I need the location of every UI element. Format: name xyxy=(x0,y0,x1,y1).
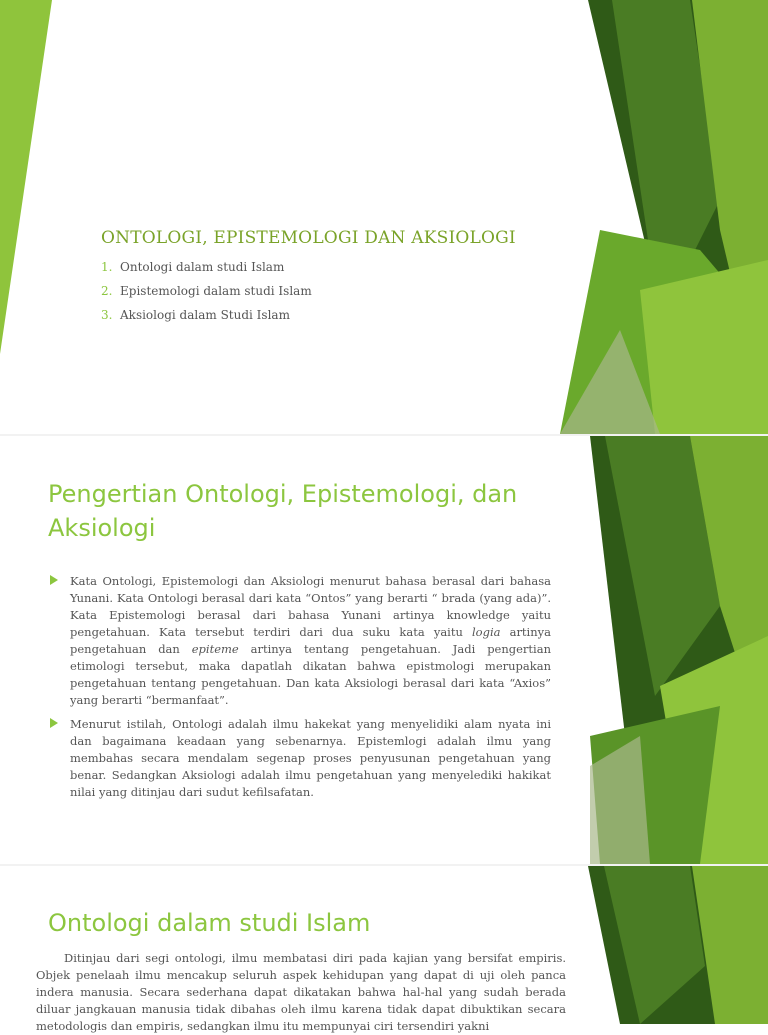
list-number: 1. xyxy=(101,260,113,274)
list-label: Epistemologi dalam studi Islam xyxy=(120,284,312,298)
slide-1-decoration xyxy=(0,0,768,434)
arrow-bullet-icon xyxy=(50,575,58,585)
slide-3-title: Ontologi dalam studi Islam xyxy=(48,909,371,937)
list-number: 2. xyxy=(101,284,113,298)
bright-green-shape xyxy=(640,260,768,434)
slide-2-bullets xyxy=(48,573,551,808)
bullet-item xyxy=(48,573,551,709)
list-item xyxy=(101,260,312,284)
topic-list xyxy=(101,260,312,332)
bullet-text xyxy=(70,573,551,709)
list-label: Aksiologi dalam Studi Islam xyxy=(120,308,290,322)
bullet-text-part: artinya tentang pengetahuan. Jadi pengertian etimologi tersebut, maka dapatlah dikatan bahwa epistmologi merupakan pengetahuan tentang pengetahuan. Dan kata Aksiologi berasal dari kata “Axios” yang berarti “bermanfaat”. xyxy=(70,642,551,707)
bullet-text: Menurut istilah, Ontologi adalah ilmu hakekat yang menyelidiki alam nyata ini dan bagaimana keadaan yang sebenarnya. Epistemlogi adalah ilmu yang membahas secara mendalam segenap proses penyusunan pengetahuan yang benar. Sedangkan Aksiologi adalah ilmu pengetahuan yang menyelediki hakikat nilai yang ditinjau dari sudut kefilsafatan. xyxy=(70,717,551,799)
bullet-italic-term: logia xyxy=(471,625,501,639)
list-item xyxy=(101,284,312,308)
bullet-text-part: Kata Ontologi, Epistemologi dan Aksiologi menurut bahasa berasal dari bahasa Yunani. Kata Ontologi berasal dari kata “Ontos” yang berarti “ brada (yang ada)”. Kata Epistemologi berasal dari bahasa Yunani artinya knowledge yaitu pengetahuan. Kata tersebut terdiri dari dua suku kata yaitu xyxy=(70,574,551,639)
bullet-text-part: artinya pengetahuan dan xyxy=(70,625,551,656)
bullet-italic-term: epiteme xyxy=(191,642,239,656)
list-number: 3. xyxy=(101,308,113,322)
list-label: Ontologi dalam studi Islam xyxy=(120,260,285,274)
slide-1 xyxy=(0,0,768,434)
slide-1-title: ONTOLOGI, EPISTEMOLOGI DAN AKSIOLOGI xyxy=(101,228,516,248)
list-item xyxy=(101,308,312,332)
arrow-bullet-icon xyxy=(50,718,58,728)
slide-3-paragraph: Ditinjau dari segi ontologi, ilmu membatasi diri pada kajian yang bersifat empiris. Objek penelaah ilmu mencakup seluruh aspek kehidupan yang dapat di uji oleh panca indera manusia. Secara sederhana dapat dikatakan bahwa hal-hal yang sudah berada diluar jangkauan manusia tidak dibahas oleh ilmu karena tidak dapat dibuktikan secara metodologis dan empiris, sedangkan ilmu itu mempunyai ciri tersendiri yakni xyxy=(36,951,566,1033)
bullet-item xyxy=(48,716,551,801)
left-green-sliver xyxy=(0,0,52,354)
slide-2-title: Pengertian Ontologi, Epistemologi, dan Aksiologi xyxy=(48,480,518,542)
